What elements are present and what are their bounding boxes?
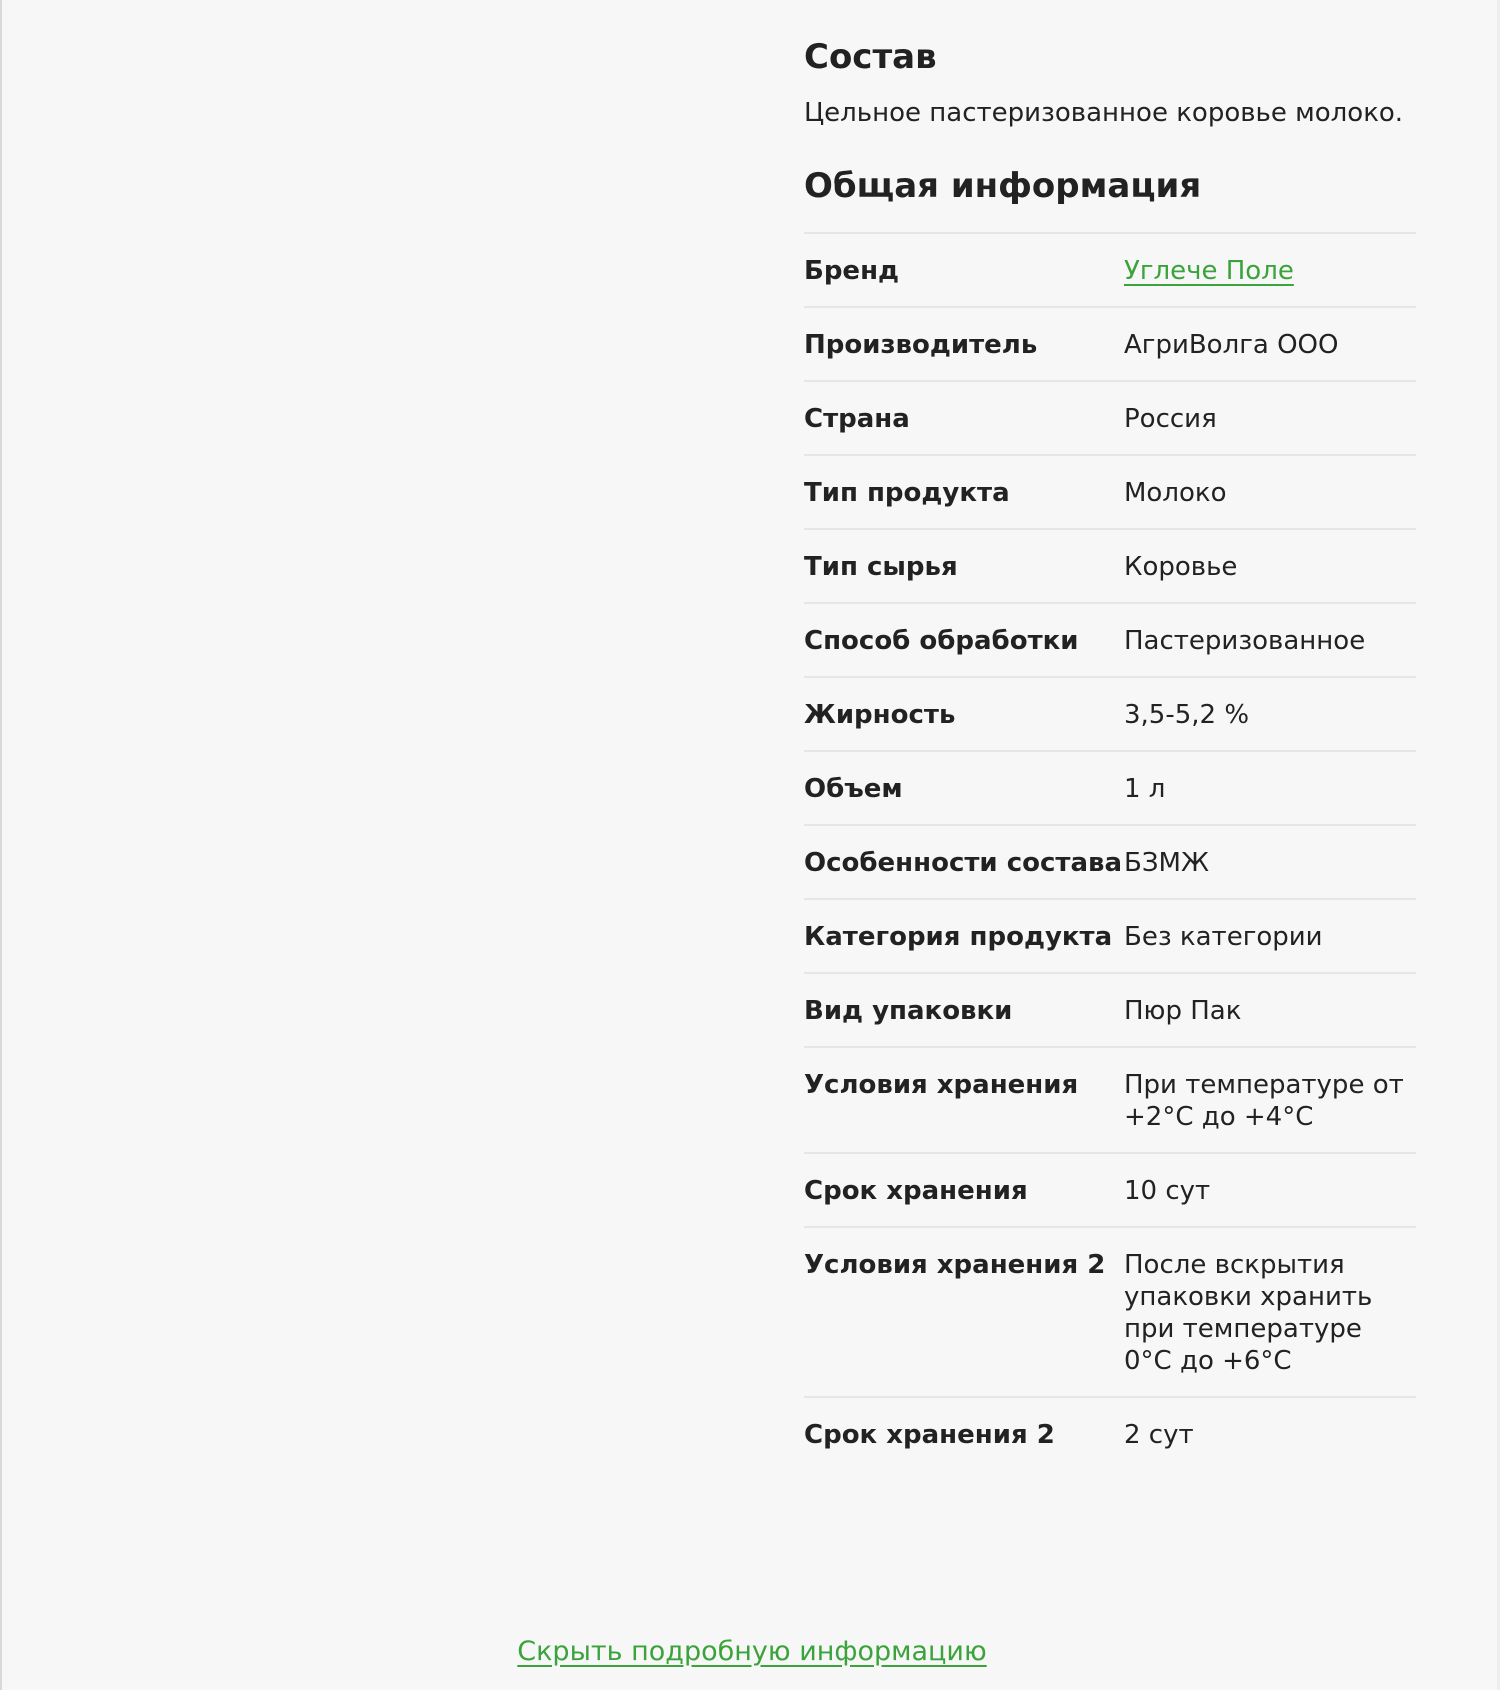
spec-value: 1 л (1124, 774, 1166, 804)
spec-label: Страна (804, 404, 910, 434)
spec-row-packaging (804, 974, 1416, 1048)
spec-row-raw-material (804, 530, 1416, 604)
spec-label: Срок хранения 2 (804, 1420, 1055, 1450)
spec-value: Без категории (1124, 922, 1323, 952)
general-info-title: Общая информация (804, 166, 1202, 206)
spec-row-processing (804, 604, 1416, 678)
spec-row-manufacturer (804, 308, 1416, 382)
spec-label: Объем (804, 774, 903, 804)
spec-value: 2 сут (1124, 1420, 1194, 1450)
spec-row-fat (804, 678, 1416, 752)
hide-details-container (2, 1632, 1500, 1672)
spec-row-brand (804, 234, 1416, 308)
hide-details-link[interactable]: Скрыть подробную информацию (517, 1636, 987, 1667)
spec-row-storage-conditions (804, 1048, 1416, 1154)
spec-row-category (804, 900, 1416, 974)
spec-value: Россия (1124, 404, 1217, 434)
spec-label: Условия хранения (804, 1070, 1079, 1100)
spec-row-volume (804, 752, 1416, 826)
spec-value: 3,5-5,2 % (1124, 700, 1250, 730)
product-details-content (804, 30, 1416, 1470)
spec-value: После вскрытия упаковки хранить при температуре 0°C до +6°C (1124, 1250, 1373, 1376)
spec-value: Пастеризованное (1124, 626, 1366, 656)
spec-label: Производитель (804, 330, 1038, 360)
spec-row-shelf-life-2 (804, 1398, 1416, 1470)
spec-label: Способ обработки (804, 626, 1079, 656)
spec-value: Коровье (1124, 552, 1238, 582)
spec-label: Срок хранения (804, 1176, 1028, 1206)
spec-row-product-type (804, 456, 1416, 530)
composition-title: Состав (804, 37, 937, 77)
spec-row-composition-features (804, 826, 1416, 900)
spec-value: АгриВолга ООО (1124, 330, 1339, 360)
spec-row-storage-conditions-2 (804, 1228, 1416, 1398)
spec-value (1124, 255, 1416, 287)
specs-table (804, 232, 1416, 1470)
spec-value: При температуре от +2°C до +4°C (1124, 1070, 1404, 1132)
spec-row-shelf-life (804, 1154, 1416, 1228)
spec-value: БЗМЖ (1124, 848, 1209, 878)
spec-value: Пюр Пак (1124, 996, 1242, 1026)
spec-label: Вид упаковки (804, 996, 1013, 1026)
spec-label: Условия хранения 2 (804, 1250, 1106, 1280)
spec-label: Категория продукта (804, 922, 1113, 952)
spec-label: Тип продукта (804, 478, 1010, 508)
composition-text: Цельное пастеризованное коровье молоко. (804, 98, 1404, 128)
spec-label: Тип сырья (804, 552, 958, 582)
spec-value: 10 сут (1124, 1176, 1211, 1206)
spec-label: Жирность (804, 700, 956, 730)
spec-label: Особенности состава (804, 848, 1123, 878)
spec-label: Бренд (804, 256, 900, 286)
spec-row-country (804, 382, 1416, 456)
brand-link[interactable]: Углече Поле (1124, 256, 1294, 286)
spec-value: Молоко (1124, 478, 1227, 508)
